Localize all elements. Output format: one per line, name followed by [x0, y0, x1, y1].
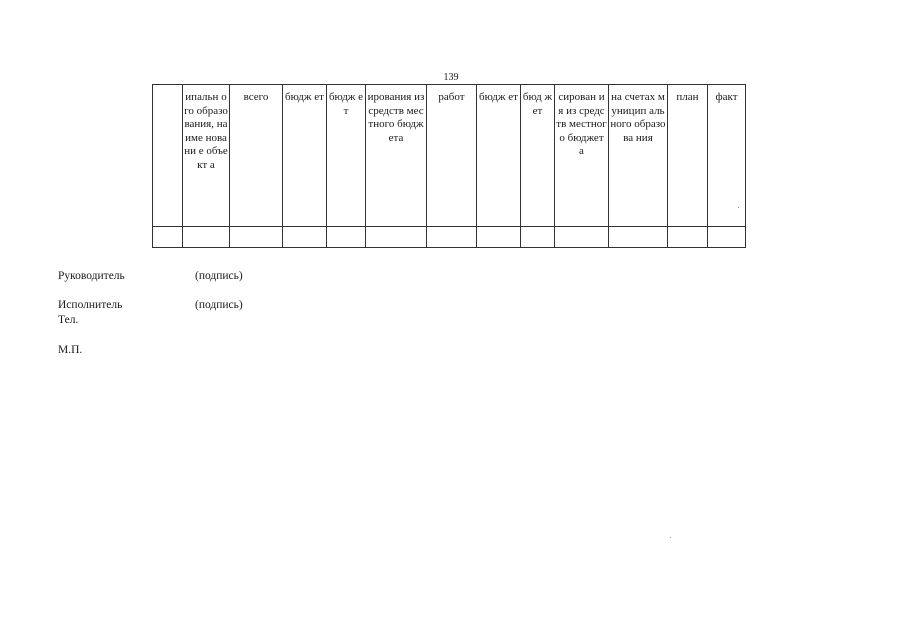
table-row — [153, 227, 746, 248]
column-header: сирован ия из средств местног о бюджет а — [555, 85, 609, 227]
report-table — [152, 84, 746, 248]
table-cell — [668, 227, 708, 248]
table-cell — [283, 227, 327, 248]
table-cell — [477, 227, 521, 248]
seal-label: М.П. — [58, 344, 83, 356]
column-header: ипальн ого образо вания, наиме новани е объект а — [183, 85, 230, 227]
phone-label: Тел. — [58, 314, 79, 326]
column-header: всего — [230, 85, 283, 227]
table-cell — [609, 227, 668, 248]
table-cell — [427, 227, 477, 248]
column-header — [153, 85, 183, 227]
column-header: бюдж ет — [283, 85, 327, 227]
head-label: Руководитель — [58, 270, 125, 282]
column-header: работ — [427, 85, 477, 227]
executor-label: Исполнитель — [58, 299, 123, 311]
column-header: бюдж ет — [327, 85, 366, 227]
table-cell — [521, 227, 555, 248]
column-header: на счетах муницип ального образова ния — [609, 85, 668, 227]
table-cell — [555, 227, 609, 248]
page-number: 139 — [443, 72, 459, 83]
column-header: ирования из средств местного бюджета — [366, 85, 427, 227]
column-header: факт — [708, 85, 746, 227]
table-cell — [708, 227, 746, 248]
column-header: план — [668, 85, 708, 227]
executor-signature: (подпись) — [195, 299, 243, 311]
table-cell — [366, 227, 427, 248]
table-cell — [327, 227, 366, 248]
table-cell — [183, 227, 230, 248]
scan-speck — [670, 537, 671, 538]
column-header: бюдж ет — [477, 85, 521, 227]
scan-speck — [738, 207, 739, 208]
table-cell — [230, 227, 283, 248]
table-cell — [153, 227, 183, 248]
head-signature: (подпись) — [195, 270, 243, 282]
table-header-row — [153, 85, 746, 227]
column-header: бюд жет — [521, 85, 555, 227]
